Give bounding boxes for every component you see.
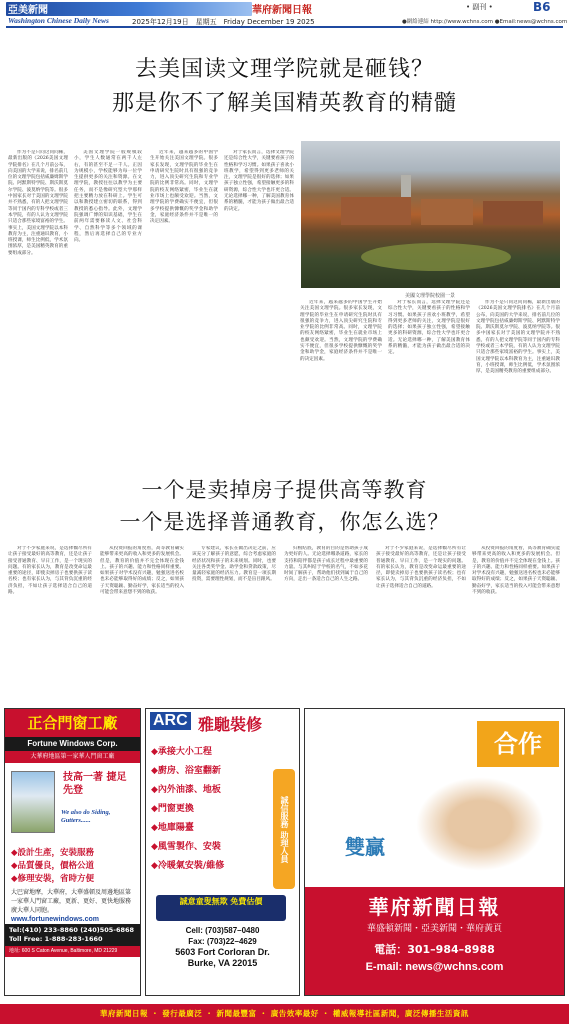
ad-windows-description: 大巴窗地摩，大華府，大華盛頓及周邊地區第一家華人門窗工廠，更新、更好、更快地服務廣大華人同胞。	[11, 889, 132, 914]
ad-paper-phone: 電話：301–984–8988	[374, 943, 495, 956]
article2-column-6: 从投资回报的角度看，高等教育确实能够带来更高的收入和更多的发展机会。但是，教育的价值并不完全体现在金钱上。孩子的兴趣、能力和性格同样重要。如果孩子对学术没有兴趣，勉强送进名校也未必能够取得好的成绩；反之，如果孩子天资聪颖、勤奋好学，家长适当的投入可能会带来意想不到的收获。	[472, 546, 560, 596]
article1-column-6: 对于家长而言，选择文理学院还是综合性大学，关键要看孩子的性格和学习习惯。如果孩子喜欢小班教学，希望得到更多老师的关注，文理学院是很好的选择；如果孩子独立性强，希望接触更多的科研资源，综合性大学也许更合适。无论选择哪一种，了解美国教育体系的精髓，才能为孩子做出最合适的决定。	[388, 300, 470, 356]
article2-column-1: 对于不少家庭来说，是选择倾尽所有让孩子接受最好的高等教育，还是让孩子接受普通教育、早日工作，是一个现实的问题。有的家长认为，教育是改变命运最重要的途径，即使卖掉房子也要供孩子读名校；也有家长认为，与其背负沉重的经济负担，不如让孩子选择适合自己的道路。	[8, 546, 92, 596]
ad-windows-title: 正合門窗工廠	[5, 709, 140, 737]
ad-windows-url[interactable]: www.fortunewindows.com	[11, 916, 100, 923]
ad-paper-winwin: 雙贏	[345, 835, 385, 859]
article1-column-4: 对于家长而言，选择文理学院还是综合性大学，关键要看孩子的性格和学习习惯。如果孩子喜欢小班教学，希望得到更多老师的关注，文理学院是很好的选择；如果孩子独立性强，希望接触更多的科研资源，综合性大学也许更合适。无论选择哪一种，了解美国教育体系的精髓，才能为孩子做出最合适的决定。	[224, 150, 294, 212]
ad-arc-renovation[interactable]	[145, 708, 300, 996]
ad-windows-tollfree: Toll Free: 1-888-283-1660	[9, 935, 103, 943]
ad-windows-headline: 技高一著 捷足先登	[63, 772, 127, 796]
ad-arc-cell: Cell: (703)587–0480	[185, 926, 260, 935]
article2-headline-line1: 一个是卖掉房子提供高等教育	[141, 478, 428, 502]
ad-windows-bullet: ◆修理安裝，省時方便	[11, 874, 95, 884]
handshake-image	[405, 769, 555, 879]
ad-paper-banner	[305, 887, 564, 996]
ad-windows-also: We also do Siding, Gutters......	[61, 809, 111, 824]
ad-paper-cooperate: 合作	[477, 721, 559, 767]
article1-column-1: 作为不是只问这问问稀，最新出版的《2026美国文理学院排名》在几个月前公布，向美国的大学来说，排名前几位的文理学院包括威廉姆斯学院、阿默斯特学院、斯沃斯莫尔学院、波莫纳学院等。很多中国家长对于美国的文理学院并不熟悉，有的人把文理学院等同于国内的专科学校或者三本学院，有的人认为文理学院只适合那些家境富裕的学生。事实上，美国文理学院以本科教育为主，注重通识教育，小班授课，师生比例低，学术氛围浓厚，是美国精英教育的重要组成部分。	[8, 150, 68, 256]
masthead-rule	[6, 26, 563, 28]
article1-column-7: 作为不是只问这问问稀，最新出版的《2026美国文理学院排名》在几个月前公布，向美国的大学来说，排名前几位的文理学院包括威廉姆斯学院、阿默斯特学院、斯沃斯莫尔学院、波莫纳学院等。很多中国家长对于美国的文理学院并不熟悉，有的人把文理学院等同于国内的专科学校或者三本学院，有的人认为文理学院只适合那些家境富裕的学生。事实上，美国文理学院以本科教育为主，注重通识教育，小班授课，师生比例低，学术氛围浓厚，是美国精英教育的重要组成部分。	[476, 300, 560, 375]
ad-arc-logo: ARC	[150, 712, 191, 730]
ad-fortune-windows[interactable]	[4, 708, 141, 996]
house-image	[11, 771, 55, 833]
paper-logo-english: Washington Chinese Daily News	[8, 16, 109, 25]
article1-column-3: 近年来，越来越多的中国学生开始关注美国文理学院。很多家长发现，文理学院的毕业生在申请研究生院时具有很强的竞争力，进入顶尖研究生院和专业学院的比例非常高。同时，文理学院的校友网络紧密，毕业生在就业市场上也颇受欢迎。当然，文理学院的学费确实不便宜，但很多学校提供慷慨的奖学金和助学金，家庭经济条件并不是唯一的决定因素。	[150, 150, 218, 225]
article2-headline-line2: 一个是选择普通教育，你怎么选？	[119, 510, 450, 534]
article2-column-2: 从投资回报的角度看，高等教育确实能够带来更高的收入和更多的发展机会。但是，教育的价值并不完全体现在金钱上。孩子的兴趣、能力和性格同样重要。如果孩子对学术没有兴趣，勉强送进名校也未必能够取得好的成绩；反之，如果孩子天资聪颖、勤奋好学，家长适当的投入可能会带来意想不到的收获。	[100, 546, 184, 596]
article1-column-2: 美国文理学院一般规模较小，学生人数通常在两千人左右，有的甚至不足一千人。正因为规模小，学校能够为每一位学生提供更多的关注和资源。在文理学院，教授往往以教学为主要任务，而不是像研究型大学那样把主要精力放在科研上。学生可以和教授建立密切的联系，得到教授的悉心指导。此外，文理学院强调广博的知识基础，学生在前两年需要修读人文、社会科学、自然科学等多个领域的课程，然后再选择自己的专业方向。	[74, 150, 142, 244]
ad-paper-subtitle: 華盛頓新聞・亞美新聞・華府黃頁	[366, 924, 502, 934]
ad-windows-phone: Tel:(410) 233-8860 (240)505-6868	[9, 926, 135, 934]
ad-windows-tagline: 大華府地區第一家華人門窗工廠	[5, 751, 140, 763]
ad-arc-fax: Fax: (703)22–4629	[188, 937, 257, 946]
ad-arc-item: ◆冷暖氣安裝/維修	[151, 861, 225, 871]
article1-headline-line1: 去美国读文理学院就是砸钱？	[134, 57, 434, 82]
contact-line: ●網絡連結 http://www.wchns.com ●Email:news@wchns.com	[402, 19, 568, 25]
paper-name: 華府新聞日報	[252, 5, 312, 16]
article1-column-5: 近年来，越来越多的中国学生开始关注美国文理学院。很多家长发现，文理学院的毕业生在申请研究生院时具有很强的竞争力，进入顶尖研究生院和专业学院的比例非常高。同时，文理学院的校友网络紧密，毕业生在就业市场上也颇受欢迎。当然，文理学院的学费确实不便宜，但很多学校提供慷慨的奖学金和助学金，家庭经济条件并不是唯一的决定因素。	[300, 300, 382, 362]
ad-arc-city: Burke, VA 22015	[187, 958, 258, 968]
campus-photo	[301, 141, 560, 288]
article2-column-4: 归根结底，教育的目的是帮助孩子成为更好的人。无论选择哪条道路，家长的支持和陪伴都是孩子成长过程中最重要的力量。与其纠结于学校的名气，不如多花时间了解孩子，帮助他们找到属于自己的方向，走出一条适合自己的人生之路。	[284, 546, 368, 583]
footer-banner: 華府新聞日報 ・ 發行最廣泛 ・ 新聞最豐富 ・ 廣告效率最好 ・ 權威報導社區新聞，廣泛傳播生活資訊	[0, 1004, 569, 1024]
article2-column-5: 对于不少家庭来说，是选择倾尽所有让孩子接受最好的高等教育，还是让孩子接受普通教育、早日工作，是一个现实的问题。有的家长认为，教育是改变命运最重要的途径，即使卖掉房子也要供孩子读名校；也有家长认为，与其背负沉重的经济负担，不如让孩子选择适合自己的道路。	[376, 546, 466, 589]
article2-column-3: 专家建议，家长在做出决定之前，应该充分了解孩子的意愿，综合考虑家庭的经济状况和孩子的未来规划。同时，也要关注各类奖学金、助学金和贷款政策，尽量减轻家庭的经济压力。教育是一项长期投资，需要理性规划，而不是盲目跟风。	[192, 546, 276, 583]
ad-arc-item: ◆承接大小工程	[151, 747, 212, 757]
ad-arc-name: 雅馳裝修	[198, 715, 263, 734]
ad-arc-item: ◆地庫陽臺	[151, 823, 194, 833]
paper-logo: 亞美新聞	[8, 5, 48, 16]
ad-paper-email[interactable]: E-mail: news@wchns.com	[365, 961, 504, 973]
ad-windows-bullet: ◆設計生產，安裝服務	[11, 848, 95, 858]
section-label: • 副刊 •	[466, 3, 493, 11]
ad-arc-side-badge: 誠信服務 助理人員	[273, 769, 295, 889]
dateline: 2025年12月19日 星期五 Friday December 19 2025	[132, 18, 315, 26]
masthead	[0, 0, 569, 28]
ad-arc-item: ◆廚房、浴室翻新	[151, 766, 221, 776]
ad-paper-name: 華府新聞日報	[368, 895, 501, 919]
ad-windows-address: 地址: 600 S Caton Avenue, Baltimore, MD 21229	[5, 946, 140, 957]
page-number: B6	[533, 0, 551, 14]
ad-arc-address: 5603 Fort Corloran Dr.	[175, 947, 270, 957]
photo-caption: 美國文理學院校園一景	[404, 293, 455, 299]
ad-newspaper[interactable]	[304, 708, 565, 996]
ad-arc-item: ◆風雪製作、安裝	[151, 842, 221, 852]
ad-windows-bullet: ◆品質優良，價格公道	[11, 861, 95, 871]
ad-arc-item: ◆門窗更換	[151, 804, 194, 814]
article1-headline-line2: 那是你不了解美国精英教育的精髓	[111, 91, 457, 116]
ad-arc-item: ◆內外油漆、地板	[151, 785, 221, 795]
ad-arc-estimate: 誠意童叟無欺 免費估價	[156, 895, 286, 921]
ad-windows-english-name: Fortune Windows Corp.	[5, 737, 140, 751]
